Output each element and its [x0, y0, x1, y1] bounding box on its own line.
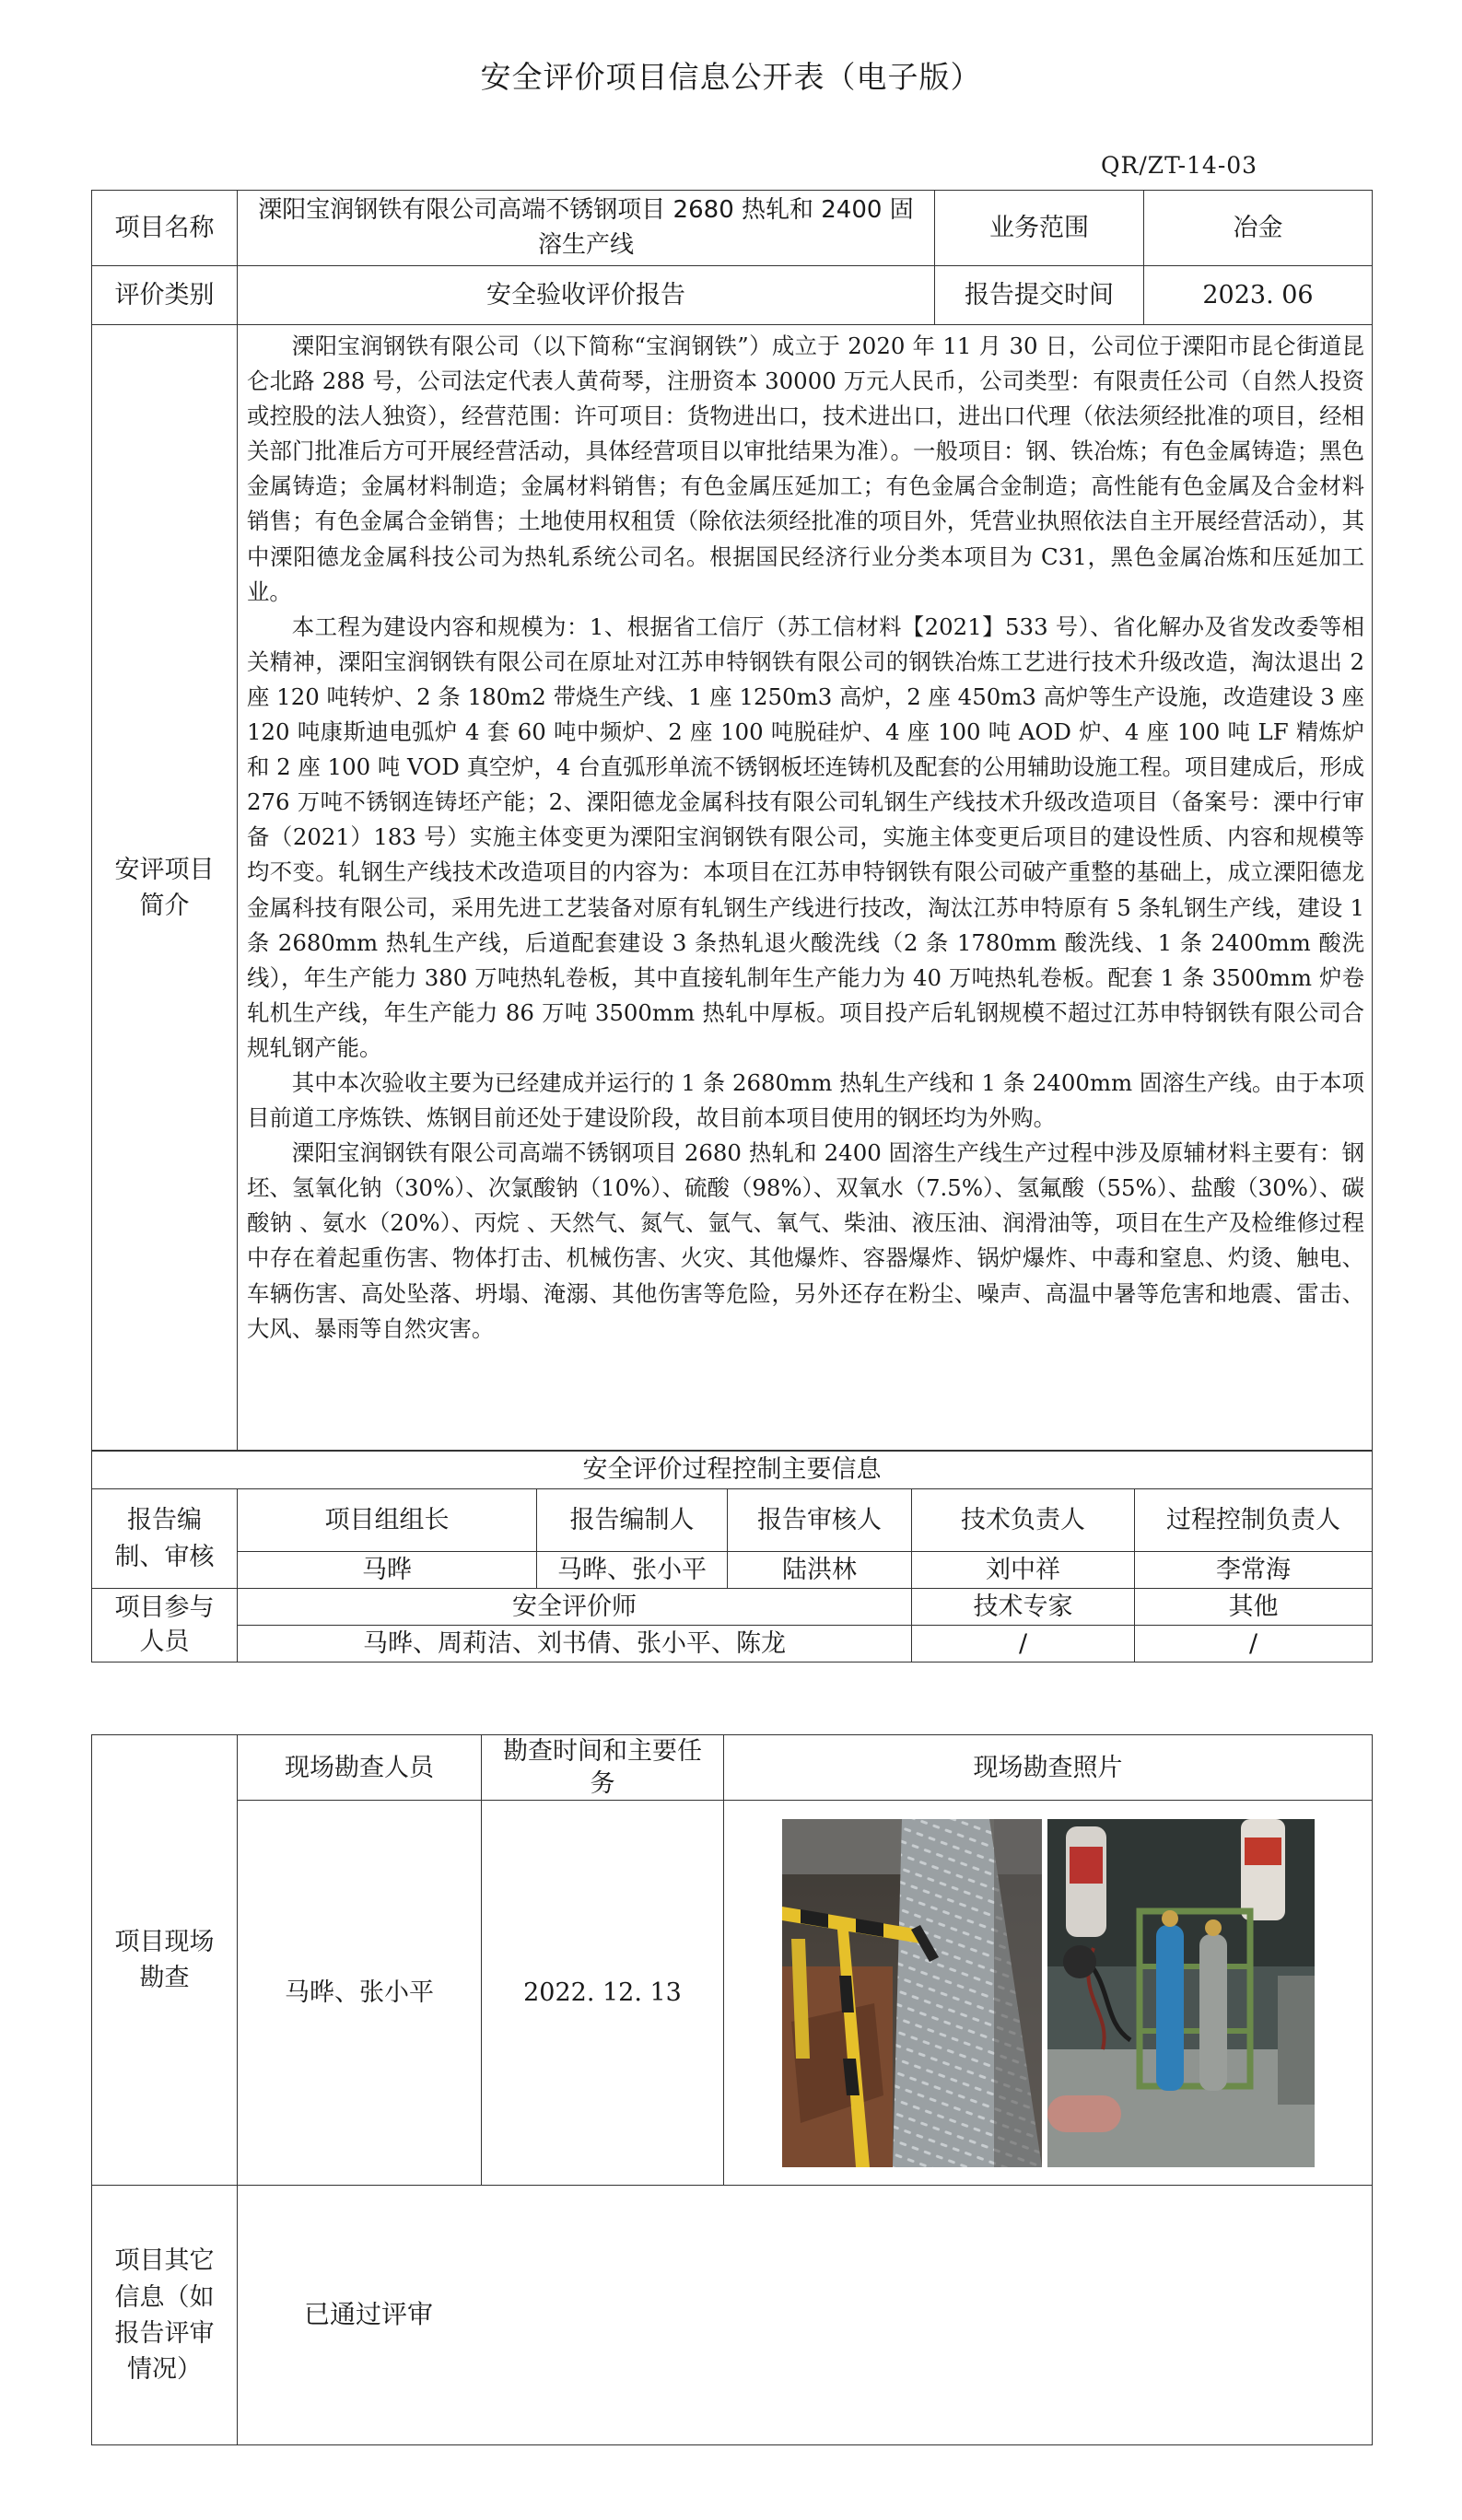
report-author-value: 马晔、张小平: [537, 1552, 728, 1589]
project-name-value: 溧阳宝润钢铁有限公司高端不锈钢项目 2680 热轧和 2400 固溶生产线: [238, 191, 935, 266]
process-control-value: 李常海: [1135, 1552, 1373, 1589]
submit-date-label: 报告提交时间: [935, 266, 1144, 325]
document-title: 安全评价项目信息公开表（电子版）: [480, 59, 982, 95]
survey-table: [91, 1734, 1373, 2445]
process-table: [91, 1450, 1373, 1662]
evaluation-type-label: 评价类别: [92, 266, 238, 325]
evaluation-type-value: 安全验收评价报告: [238, 266, 935, 325]
tech-lead-header: 技术负责人: [912, 1489, 1135, 1552]
report-review-label: 报告编制、审核: [92, 1489, 238, 1589]
intro-paragraph: 本工程为建设内容和规模为：1、根据省工信厅（苏工信材料【2021】533 号）、省化解办及省发改委等相关精神，溧阳宝润钢铁有限公司在原址对江苏申特钢铁有限公司的钢铁冶炼工艺进行技术升级改造，淘汰退出 2 座 120 吨转炉、2 条 180m2 带烧生产线、1 座 1250m3 高炉，2 座 450m3 高炉等生产设施，改造建设 3 座 120 吨康斯迪电弧炉 4 套 60 吨中频炉、2 座 100 吨脱硅炉、4 座 100 吨 AOD 炉、4 座 100 吨 LF 精炼炉和 2 座 100 吨 VOD 真空炉，4 台直弧形单流不锈钢板坯连铸机及配套的公用辅助设施工程。项目建成后，形成 276 万吨不锈钢连铸坯产能；2、溧阳德龙金属科技有限公司轧钢生产线技术升级改造项目（备案号：溧中行审备（2021）183 号）实施主体变更为溧阳宝润钢铁有限公司，实施主体变更后项目的建设性质、内容和规模等均不变。轧钢生产线技术改造项目的内容为：本项目在江苏申特钢铁有限公司破产重整的基础上，成立溧阳德龙金属科技有限公司，采用先进工艺装备对原有轧钢生产线进行技改，淘汰江苏申特原有 5 条轧钢生产线，建设 1 条 2680mm 热轧生产线，后道配套建设 3 条热轧退火酸洗线（2 条 1780mm 酸洗线、1 条 2400mm 酸洗线），年生产能力 380 万吨热轧卷板，其中直接轧制年生产能力为 40 万吨热轧卷板。配套 1 条 3500mm 炉卷轧机生产线，年生产能力 86 万吨 3500mm 热轧中厚板。项目投产后轧钢规模不超过江苏申特钢铁有限公司合规轧钢产能。: [247, 612, 1365, 1061]
business-scope-value: 冶金: [1144, 191, 1373, 266]
evaluator-header: 安全评价师: [238, 1589, 912, 1626]
participants-label: 项目参与人员: [92, 1589, 238, 1662]
survey-time-header: 勘查时间和主要任务: [482, 1735, 724, 1801]
intro-paragraph: 溧阳宝润钢铁有限公司（以下简称“宝润钢铁”）成立于 2020 年 11 月 30 日，公司位于溧阳市昆仑街道昆仑北路 288 号，公司法定代表人黄荷琴，注册资本 30000 万元人民币，公司类型：有限责任公司（自然人投资或控股的法人独资），经营范围：许可项目：货物进出口，技术进出口，进出口代理（依法须经批准的项目，经相关部门批准后方可开展经营活动，具体经营项目以审批结果为准）。一般项目：钢、铁冶炼；有色金属铸造；黑色金属铸造；金属材料制造；金属材料销售；有色金属压延加工；有色金属合金制造；高性能有色金属及合金材料销售；有色金属合金销售；土地使用权租赁（除依法须经批准的项目外，凭营业执照依法自主开展经营活动），其中溧阳德龙金属科技公司为热轧系统公司名。根据国民经济行业分类本项目为 C31，黑色金属冶炼和压延加工业。: [247, 332, 1364, 605]
survey-label: 项目现场勘查: [92, 1735, 238, 2186]
survey-personnel-value: 马晔、张小平: [238, 1801, 482, 2186]
other-info-text: 已通过评审: [304, 2299, 434, 2330]
team-leader-value: 马晔: [238, 1552, 537, 1589]
intro-paragraph: 其中本次验收主要为已经建成并运行的 1 条 2680mm 热轧生产线和 1 条 2400mm 固溶生产线。由于本项目前道工序炼铁、炼钢目前还处于建设阶段，故目前本项目使用的钢坯均为外购。: [247, 1068, 1364, 1132]
expert-header: 技术专家: [912, 1589, 1135, 1626]
project-intro-label: [92, 325, 238, 1452]
survey-personnel-header: 现场勘查人员: [238, 1735, 482, 1801]
document-code: QR/ZT-14-03: [1101, 152, 1258, 179]
process-section-title: 安全评价过程控制主要信息: [92, 1451, 1373, 1489]
business-scope-label: 业务范围: [935, 191, 1144, 266]
report-author-header: 报告编制人: [537, 1489, 728, 1552]
intro-paragraph: 溧阳宝润钢铁有限公司高端不锈钢项目 2680 热轧和 2400 固溶生产线生产过程中涉及原辅材料主要有：钢坯、氢氧化钠（30%）、次氯酸钠（10%）、硫酸（98%）、双氧水（7.5%）、氢氟酸（55%）、盐酸（30%）、碳酸钠 、氨水（20%）、丙烷 、天然气、氮气、氩气、氧气、柴油、液压油、润滑油等，项目在生产及检维修过程中存在着起重伤害、物体打击、机械伤害、火灾、其他爆炸、容器爆炸、锅炉爆炸、中毒和窒息、灼烫、触电、车辆伤害、高处坠落、坍塌、淹溺、其他伤害等危险，另外还存在粉尘、噪声、高温中暑等危害和地震、雷击、大风、暴雨等自然灾害。: [247, 1139, 1364, 1342]
process-control-header: 过程控制负责人: [1135, 1489, 1373, 1552]
report-reviewer-value: 陆洪林: [728, 1552, 912, 1589]
report-reviewer-header: 报告审核人: [728, 1489, 912, 1552]
project-name-label: 项目名称: [92, 191, 238, 266]
expert-value: /: [912, 1626, 1135, 1662]
evaluators-value: 马晔、周莉洁、刘书倩、张小平、陈龙: [238, 1626, 912, 1662]
submit-date-value: 2023. 06: [1144, 266, 1373, 325]
info-table: [91, 190, 1373, 1452]
other-info-value: [238, 2186, 1373, 2445]
other-header: 其他: [1135, 1589, 1373, 1626]
project-intro-body: [238, 325, 1373, 1452]
survey-photos: [724, 1801, 1373, 2186]
project-intro-label-text: 安评项目简介: [114, 855, 215, 920]
other-value: /: [1135, 1626, 1373, 1662]
other-info-label: 项目其它信息（如报告评审情况）: [92, 2186, 238, 2445]
tech-lead-value: 刘中祥: [912, 1552, 1135, 1589]
team-leader-header: 项目组组长: [238, 1489, 537, 1552]
survey-photo-header: 现场勘查照片: [724, 1735, 1373, 1801]
site-photo-railing: [782, 1819, 1042, 2167]
survey-date-value: 2022. 12. 13: [482, 1801, 724, 2186]
site-photo-cylinders: [1047, 1819, 1315, 2167]
